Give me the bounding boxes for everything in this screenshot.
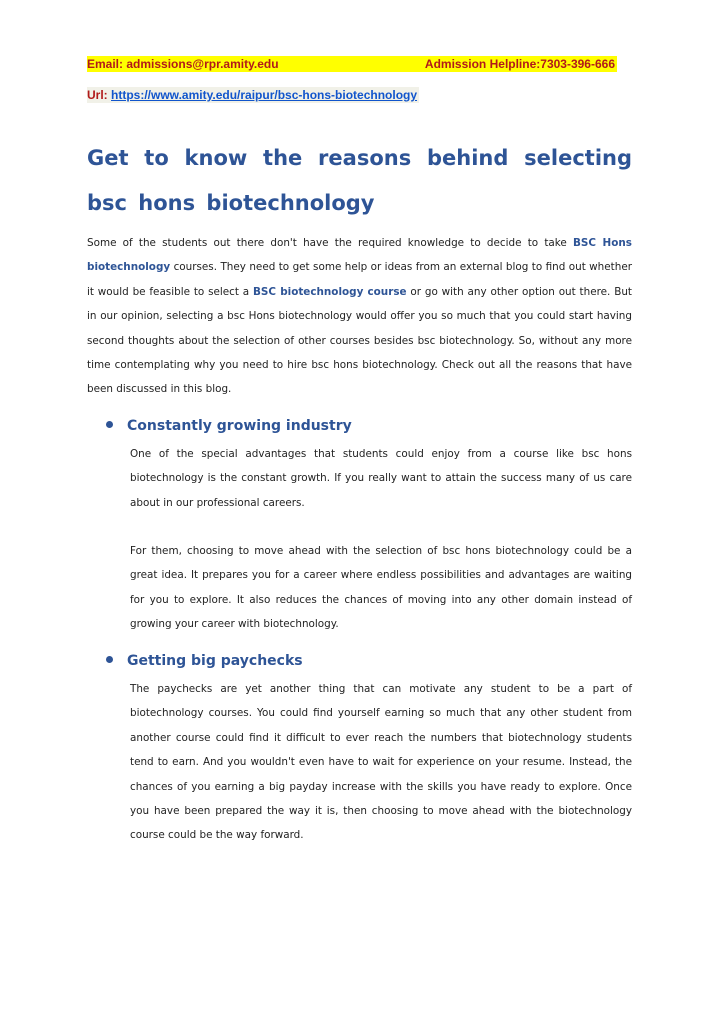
bullet-icon	[106, 421, 113, 428]
contact-bar	[87, 56, 617, 72]
bsc-hons-biotechnology-link[interactable]: BSC Hons biotechnology	[87, 237, 632, 274]
bullet-icon	[106, 656, 113, 663]
admissions-email[interactable]: Email: admissions@rpr.amity.edu	[87, 57, 279, 71]
admission-helpline: Admission Helpline:7303-396-666	[424, 57, 615, 71]
section-paragraph: One of the special advantages that students could enjoy from a course like bsc hons biotechnology is the constant growth. If you really want to attain the success many of us care about in our professional careers.	[130, 448, 632, 509]
section-paragraph: For them, choosing to move ahead with the selection of bsc hons biotechnology could be a great idea. It prepares you for a career where endless possibilities and advantages are waiting for you to explore. It also reduces the chances of moving into any other domain instead of growing your career with biotechnology.	[130, 545, 632, 631]
intro-text-1: Some of the students out there don't have the required knowledge to decide to take	[87, 237, 574, 249]
section-heading-text: Constantly growing industry	[127, 418, 352, 434]
page-url-link[interactable]: https://www.amity.edu/raipur/bsc-hons-biotechnology	[111, 88, 418, 102]
bsc-biotechnology-course-link[interactable]: BSC biotechnology course	[253, 285, 407, 298]
url-label: Url:	[87, 88, 108, 102]
page-url-line	[87, 87, 419, 103]
intro-text-2: courses. They need to get some help or ideas from an external blog to find out whether it would be feasible to select a	[87, 261, 632, 298]
intro-paragraph	[87, 231, 632, 402]
article-title: Get to know the reasons behind selecting bsc hons biotechnology	[87, 146, 632, 215]
section-heading-big-paychecks	[106, 651, 303, 671]
section-heading-text: Getting big paychecks	[127, 653, 303, 669]
section-heading-growing-industry	[106, 416, 352, 436]
section-paragraph: The paychecks are yet another thing that can motivate any student to be a part of biotechnology courses. You could find yourself earning so much that any other student from another course could find it difficult to ever reach the numbers that biotechnology students tend to earn. And you wouldn't even have to wait for experience on your resume. Instead, the chances of you earning a big payday increase with the skills you have ready to explore. Once you have been prepared the way it is, then choosing to move ahead with the biotechnology course could be the way forward.	[130, 683, 632, 842]
intro-text-3: or go with any other option out there. But in our opinion, selecting a bsc Hons biotechnology would offer you so much that you could start having second thoughts about the selection of other courses besides bsc biotechnology. So, without any more time contemplating why you need to hire bsc hons biotechnology. Check out all the reasons that have been discussed in this blog.	[87, 285, 632, 396]
